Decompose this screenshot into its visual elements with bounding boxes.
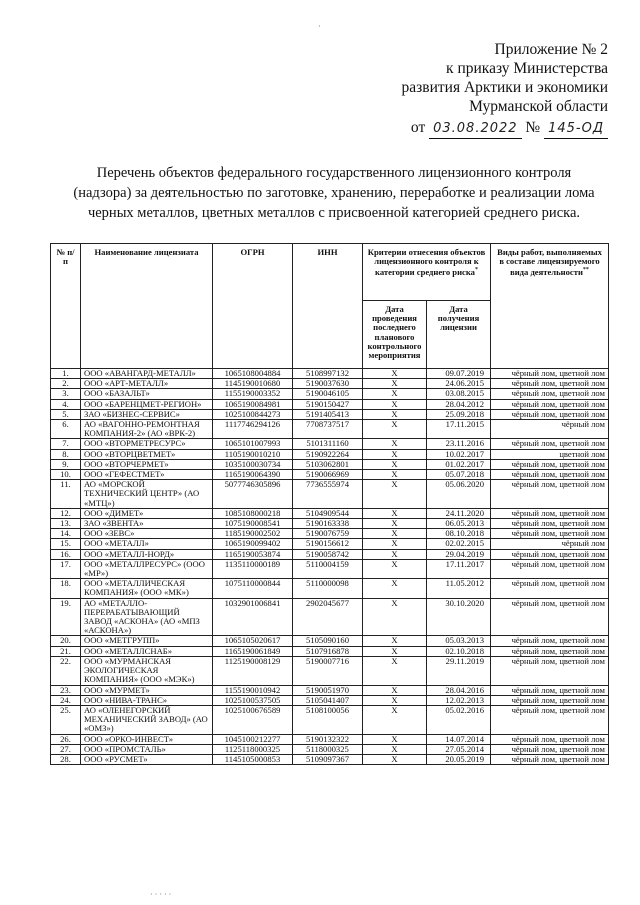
cell-ogrn: 1065190099402 — [213, 539, 293, 549]
header-planned-date: Дата проведения последнего планового контрольного мероприятия — [363, 301, 427, 369]
cell-ogrn: 1035100030734 — [213, 459, 293, 469]
table-row — [51, 420, 609, 439]
cell-license-date: 28.04.2016 — [427, 685, 491, 695]
cell-license-date: 25.09.2018 — [427, 409, 491, 419]
cell-ogrn: 1125118000325 — [213, 744, 293, 754]
header-criteria: Критерии отнесения объектов лицензионного контроля к категории среднего риска* — [363, 244, 491, 301]
cell-name: ООО «ДИМЕТ» — [81, 508, 213, 518]
cell-inn: 5105041407 — [293, 695, 363, 705]
cell-criteria-mark: X — [363, 636, 427, 646]
cell-criteria-mark: X — [363, 705, 427, 734]
table-row — [51, 459, 609, 469]
cell-ogrn: 1065108004884 — [213, 369, 293, 379]
cell-criteria-mark: X — [363, 420, 427, 439]
cell-works: чёрный лом, цветной лом — [491, 369, 609, 379]
table-row — [51, 399, 609, 409]
cell-ogrn: 1165190053874 — [213, 549, 293, 559]
cell-ogrn: 1075190008541 — [213, 519, 293, 529]
cell-works: чёрный лом, цветной лом — [491, 646, 609, 656]
cell-inn: 5190046105 — [293, 389, 363, 399]
cell-ogrn: 1065101007993 — [213, 439, 293, 449]
cell-criteria-mark: X — [363, 559, 427, 578]
cell-criteria-mark: X — [363, 539, 427, 549]
cell-works: чёрный лом, цветной лом — [491, 705, 609, 734]
cell-license-date: 12.02.2013 — [427, 695, 491, 705]
cell-criteria-mark: X — [363, 379, 427, 389]
cell-works: чёрный лом, цветной лом — [491, 480, 609, 509]
cell-works: чёрный лом, цветной лом — [491, 379, 609, 389]
cell-inn: 5190007716 — [293, 656, 363, 685]
header-line-2: к приказу Министерства — [446, 60, 608, 77]
cell-inn: 5190150427 — [293, 399, 363, 409]
cell-name: АО «МЕТАЛЛО-ПЕРЕРАБАТЫВАЮЩИЙ ЗАВОД «АСКОНА» (АО «МПЗ «АСКОНА») — [81, 598, 213, 636]
cell-name: ООО «ОРКО-ИНВЕСТ» — [81, 734, 213, 744]
table-row — [51, 439, 609, 449]
cell-ogrn: 1045100212277 — [213, 734, 293, 744]
cell-license-date: 02.10.2018 — [427, 646, 491, 656]
cell-license-date: 09.07.2019 — [427, 369, 491, 379]
cell-works: чёрный лом — [491, 539, 609, 549]
cell-ogrn: 1165190064390 — [213, 470, 293, 480]
cell-name: ЗАО «ЗВЕНТА» — [81, 519, 213, 529]
cell-license-date: 11.05.2012 — [427, 579, 491, 598]
header-inn: ИНН — [293, 244, 363, 369]
cell-inn: 5191405413 — [293, 409, 363, 419]
cell-works: чёрный лом, цветной лом — [491, 695, 609, 705]
table-header-row — [51, 244, 609, 301]
cell-license-date: 05.06.2020 — [427, 480, 491, 509]
cell-inn: 5190156612 — [293, 539, 363, 549]
cell-works: чёрный лом, цветной лом — [491, 636, 609, 646]
table-row — [51, 529, 609, 539]
cell-num: 23. — [51, 685, 81, 695]
header-num: № п/п — [51, 244, 81, 369]
cell-ogrn: 5077746305896 — [213, 480, 293, 509]
cell-works: чёрный лом, цветной лом — [491, 470, 609, 480]
cell-criteria-mark: X — [363, 519, 427, 529]
cell-num: 25. — [51, 705, 81, 734]
cell-criteria-mark: X — [363, 656, 427, 685]
cell-inn: 5104909544 — [293, 508, 363, 518]
cell-ogrn: 1185190002502 — [213, 529, 293, 539]
cell-name: ООО «НИВА-ТРАНС» — [81, 695, 213, 705]
cell-name: ООО «МЕТАЛЛ» — [81, 539, 213, 549]
cell-name: ООО «ГЕФЕСТМЕТ» — [81, 470, 213, 480]
cell-name: ООО «АВАНГАРД-МЕТАЛЛ» — [81, 369, 213, 379]
cell-num: 20. — [51, 636, 81, 646]
cell-criteria-mark: X — [363, 549, 427, 559]
cell-license-date: 23.11.2016 — [427, 439, 491, 449]
handwritten-date: 03.08.2022 — [429, 119, 521, 139]
cell-num: 17. — [51, 559, 81, 578]
table-row — [51, 656, 609, 685]
cell-inn: 5190051970 — [293, 685, 363, 695]
title-line-1: Перечень объектов федерального государственного лицензионного контроля — [96, 165, 572, 181]
header-date-line — [402, 118, 608, 139]
cell-name: ЗАО «БИЗНЕС-СЕРВИС» — [81, 409, 213, 419]
cell-num: 1. — [51, 369, 81, 379]
table-row — [51, 369, 609, 379]
cell-name: ООО «МУРМЕТ» — [81, 685, 213, 695]
table-row — [51, 508, 609, 518]
header-ogrn: ОГРН — [213, 244, 293, 369]
cell-criteria-mark: X — [363, 744, 427, 754]
cell-license-date: 24.06.2015 — [427, 379, 491, 389]
cell-num: 8. — [51, 449, 81, 459]
cell-inn: 5101311160 — [293, 439, 363, 449]
cell-inn: 5110000098 — [293, 579, 363, 598]
cell-license-date: 29.11.2019 — [427, 656, 491, 685]
cell-works: чёрный лом, цветной лом — [491, 549, 609, 559]
cell-criteria-mark: X — [363, 508, 427, 518]
cell-criteria-mark: X — [363, 470, 427, 480]
cell-name: ООО «ЗЕВС» — [81, 529, 213, 539]
cell-inn: 5190922264 — [293, 449, 363, 459]
cell-num: 12. — [51, 508, 81, 518]
cell-works: чёрный лом, цветной лом — [491, 409, 609, 419]
number-prefix: № — [525, 119, 541, 136]
table-row — [51, 685, 609, 695]
table-row — [51, 636, 609, 646]
cell-name: ООО «РУСМЕТ» — [81, 754, 213, 764]
cell-criteria-mark: X — [363, 685, 427, 695]
cell-license-date: 06.05.2013 — [427, 519, 491, 529]
cell-num: 14. — [51, 529, 81, 539]
cell-criteria-mark: X — [363, 646, 427, 656]
cell-inn: 2902045677 — [293, 598, 363, 636]
cell-works: чёрный лом, цветной лом — [491, 744, 609, 754]
table-row — [51, 539, 609, 549]
document-header — [402, 40, 608, 139]
cell-inn: 5190076759 — [293, 529, 363, 539]
title-line-2: (надзора) за деятельностью по заготовке, хранению, переработке и реализации лома — [73, 185, 595, 201]
cell-ogrn: 1065105020617 — [213, 636, 293, 646]
cell-num: 21. — [51, 646, 81, 656]
cell-ogrn: 1105190010210 — [213, 449, 293, 459]
cell-ogrn: 1125190008129 — [213, 656, 293, 685]
cell-license-date: 05.03.2013 — [427, 636, 491, 646]
cell-name: ООО «МЕТГРУПП» — [81, 636, 213, 646]
cell-num: 19. — [51, 598, 81, 636]
table-row — [51, 754, 609, 764]
cell-num: 7. — [51, 439, 81, 449]
cell-inn: 5105090160 — [293, 636, 363, 646]
cell-num: 5. — [51, 409, 81, 419]
cell-works: чёрный лом, цветной лом — [491, 656, 609, 685]
cell-name: АО «МОРСКОЙ ТЕХНИЧЕСКИЙ ЦЕНТР» (АО «МТЦ») — [81, 480, 213, 509]
cell-ogrn: 1075110000844 — [213, 579, 293, 598]
cell-name: ООО «БАЗАЛЬТ» — [81, 389, 213, 399]
cell-inn: 5103062801 — [293, 459, 363, 469]
cell-ogrn: 1145190010680 — [213, 379, 293, 389]
table-row — [51, 409, 609, 419]
title-line-3: черных металлов, цветных металлов с присвоенной категорией среднего риска. — [87, 205, 581, 221]
header-line-3: развития Арктики и экономики — [401, 79, 608, 96]
cell-num: 26. — [51, 734, 81, 744]
cell-criteria-mark: X — [363, 459, 427, 469]
table-row — [51, 734, 609, 744]
cell-name: АО «ВАГОННО-РЕМОНТНАЯ КОМПАНИЯ-2» (АО «ВРК-2) — [81, 420, 213, 439]
cell-works: цветной лом — [491, 449, 609, 459]
cell-criteria-mark: X — [363, 598, 427, 636]
table-row — [51, 470, 609, 480]
footer-mark: ····· — [150, 890, 174, 899]
cell-name: ООО «ПРОМСТАЛЬ» — [81, 744, 213, 754]
cell-license-date: 17.11.2015 — [427, 420, 491, 439]
cell-criteria-mark: X — [363, 439, 427, 449]
header-name: Наименование лицензиата — [81, 244, 213, 369]
table-row — [51, 449, 609, 459]
cell-num: 6. — [51, 420, 81, 439]
table-row — [51, 705, 609, 734]
cell-num: 24. — [51, 695, 81, 705]
table-row — [51, 559, 609, 578]
cell-inn: 5108100056 — [293, 705, 363, 734]
cell-num: 10. — [51, 470, 81, 480]
cell-inn: 5190058742 — [293, 549, 363, 559]
cell-inn: 7736555974 — [293, 480, 363, 509]
table-row — [51, 480, 609, 509]
cell-ogrn: 1032901006841 — [213, 598, 293, 636]
cell-license-date: 28.04.2012 — [427, 399, 491, 409]
cell-license-date: 05.07.2018 — [427, 470, 491, 480]
cell-criteria-mark: X — [363, 389, 427, 399]
cell-name: ООО «АРТ-МЕТАЛЛ» — [81, 379, 213, 389]
cell-criteria-mark: X — [363, 754, 427, 764]
cell-ogrn: 1065190084981 — [213, 399, 293, 409]
cell-works: чёрный лом, цветной лом — [491, 734, 609, 744]
cell-works: чёрный лом, цветной лом — [491, 598, 609, 636]
cell-name: ООО «ВТОРЦВЕТМЕТ» — [81, 449, 213, 459]
cell-name: ООО «МЕТАЛЛРЕСУРС» (ООО «МР») — [81, 559, 213, 578]
header-license-date: Дата получения лицензии — [427, 301, 491, 369]
table-row — [51, 598, 609, 636]
cell-ogrn: 1117746294126 — [213, 420, 293, 439]
cell-num: 11. — [51, 480, 81, 509]
date-prefix: от — [410, 119, 426, 136]
cell-license-date: 08.10.2018 — [427, 529, 491, 539]
cell-num: 27. — [51, 744, 81, 754]
table-row — [51, 519, 609, 529]
cell-inn: 5190066969 — [293, 470, 363, 480]
cell-num: 4. — [51, 399, 81, 409]
cell-works: чёрный лом, цветной лом — [491, 508, 609, 518]
cell-inn: 5190132322 — [293, 734, 363, 744]
table-row — [51, 549, 609, 559]
cell-criteria-mark: X — [363, 449, 427, 459]
cell-ogrn: 1155190010942 — [213, 685, 293, 695]
cell-name: АО «ОЛЕНЕГОРСКИЙ МЕХАНИЧЕСКИЙ ЗАВОД» (АО «ОМЗ») — [81, 705, 213, 734]
cell-works: чёрный лом, цветной лом — [491, 389, 609, 399]
footnote-mark-1: * — [474, 267, 478, 274]
cell-criteria-mark: X — [363, 529, 427, 539]
cell-works: чёрный лом, цветной лом — [491, 459, 609, 469]
cell-criteria-mark: X — [363, 480, 427, 509]
document-title — [60, 163, 608, 223]
cell-name: ООО «МЕТАЛЛ-НОРД» — [81, 549, 213, 559]
cell-num: 9. — [51, 459, 81, 469]
cell-inn: 5109097367 — [293, 754, 363, 764]
cell-license-date: 10.02.2017 — [427, 449, 491, 459]
cell-ogrn: 1165190061849 — [213, 646, 293, 656]
cell-inn: 5108997132 — [293, 369, 363, 379]
cell-num: 3. — [51, 389, 81, 399]
cell-num: 22. — [51, 656, 81, 685]
table-row — [51, 695, 609, 705]
handwritten-number: 145-ОД — [544, 119, 608, 139]
cell-criteria-mark: X — [363, 399, 427, 409]
cell-works: чёрный лом, цветной лом — [491, 439, 609, 449]
cell-name: ООО «МЕТАЛЛСНАБ» — [81, 646, 213, 656]
header-line-1: Приложение № 2 — [494, 41, 608, 58]
cell-inn: 5107916878 — [293, 646, 363, 656]
cell-inn: 5118000325 — [293, 744, 363, 754]
cell-license-date: 27.05.2014 — [427, 744, 491, 754]
cell-num: 16. — [51, 549, 81, 559]
cell-license-date: 02.02.2015 — [427, 539, 491, 549]
cell-works: чёрный лом, цветной лом — [491, 579, 609, 598]
cell-works: чёрный лом, цветной лом — [491, 754, 609, 764]
cell-num: 15. — [51, 539, 81, 549]
cell-criteria-mark: X — [363, 409, 427, 419]
cell-works: чёрный лом, цветной лом — [491, 685, 609, 695]
cell-name: ООО «МЕТАЛЛИЧЕСКАЯ КОМПАНИЯ» (ООО «МК») — [81, 579, 213, 598]
licensee-table — [50, 243, 609, 765]
cell-license-date: 20.05.2019 — [427, 754, 491, 764]
footnote-mark-2: ** — [582, 267, 589, 274]
table-row — [51, 646, 609, 656]
header-works: Виды работ, выполняемых в составе лицензируемого вида деятельности** — [491, 244, 609, 369]
cell-ogrn: 1025100537505 — [213, 695, 293, 705]
cell-ogrn: 1025100676589 — [213, 705, 293, 734]
cell-inn: 7708737517 — [293, 420, 363, 439]
cell-num: 13. — [51, 519, 81, 529]
cell-criteria-mark: X — [363, 579, 427, 598]
cell-criteria-mark: X — [363, 369, 427, 379]
table-row — [51, 579, 609, 598]
cell-criteria-mark: X — [363, 734, 427, 744]
cell-works: чёрный лом, цветной лом — [491, 399, 609, 409]
table-body — [51, 369, 609, 765]
cell-works: чёрный лом, цветной лом — [491, 529, 609, 539]
cell-num: 28. — [51, 754, 81, 764]
table-row — [51, 379, 609, 389]
cell-inn: 5110004159 — [293, 559, 363, 578]
cell-license-date: 17.11.2017 — [427, 559, 491, 578]
cell-name: ООО «МУРМАНСКАЯ ЭКОЛОГИЧЕСКАЯ КОМПАНИЯ» (ООО «МЭК») — [81, 656, 213, 685]
cell-license-date: 29.04.2019 — [427, 549, 491, 559]
table-row — [51, 744, 609, 754]
cell-license-date: 01.02.2017 — [427, 459, 491, 469]
page-tick-mark: · — [318, 22, 321, 31]
cell-ogrn: 1085108000218 — [213, 508, 293, 518]
cell-name: ООО «ВТОРЧЕРМЕТ» — [81, 459, 213, 469]
cell-num: 2. — [51, 379, 81, 389]
cell-works: чёрный лом — [491, 420, 609, 439]
cell-ogrn: 1025100844273 — [213, 409, 293, 419]
cell-name: ООО «ВТОРМЕТРЕСУРС» — [81, 439, 213, 449]
cell-works: чёрный лом, цветной лом — [491, 519, 609, 529]
cell-ogrn: 1135110000189 — [213, 559, 293, 578]
cell-num: 18. — [51, 579, 81, 598]
cell-ogrn: 1145105000853 — [213, 754, 293, 764]
cell-license-date: 03.08.2015 — [427, 389, 491, 399]
cell-license-date: 30.10.2020 — [427, 598, 491, 636]
cell-ogrn: 1155190003352 — [213, 389, 293, 399]
cell-inn: 5190037630 — [293, 379, 363, 389]
cell-works: чёрный лом, цветной лом — [491, 559, 609, 578]
cell-name: ООО «БАРЕНЦМЕТ-РЕГИОН» — [81, 399, 213, 409]
cell-criteria-mark: X — [363, 695, 427, 705]
cell-license-date: 14.07.2014 — [427, 734, 491, 744]
cell-license-date: 05.02.2016 — [427, 705, 491, 734]
cell-license-date: 24.11.2020 — [427, 508, 491, 518]
cell-inn: 5190163338 — [293, 519, 363, 529]
table-row — [51, 389, 609, 399]
header-line-4: Мурманской области — [469, 98, 608, 115]
